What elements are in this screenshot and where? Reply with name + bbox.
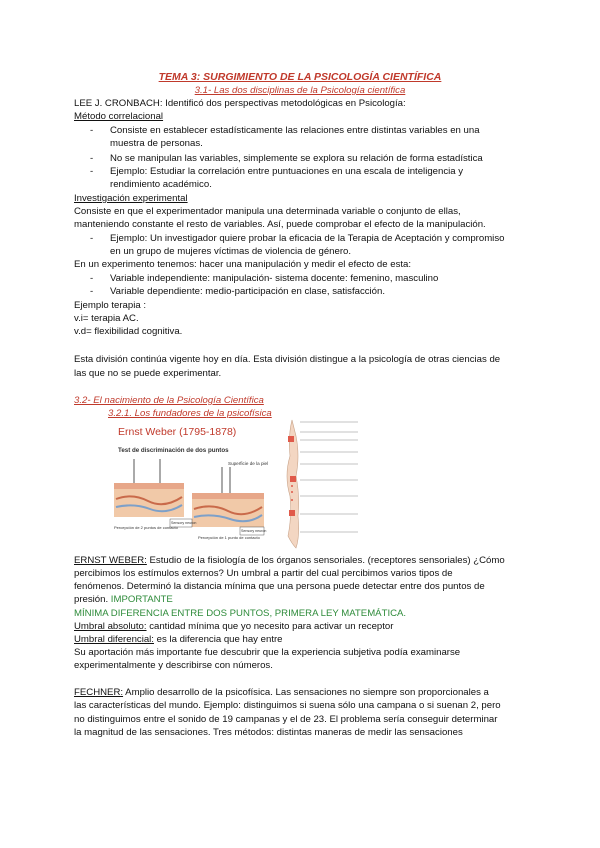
weber-figure [112, 423, 272, 549]
inv-bullet-1a: Ejemplo: Un investigador quiere probar la eficacia de la Terapia de Aceptación y compromiso [110, 233, 505, 244]
skin-surface-left [114, 483, 184, 489]
weber-label: ERNST WEBER: [74, 555, 147, 566]
fechner-line-3: no distinguimos entre el sonido de 19 campanas y el de 23. El problema sería conseguir determinar [74, 714, 498, 725]
label-one-point: Percepción de 1 punto de contacto [198, 535, 260, 540]
marker [289, 510, 295, 516]
weber-line-3: fenómenos. Determinó la distancia mínima que una persona puede detectar entre dos puntos de [74, 581, 485, 592]
inv-paragraph-1: Consiste en que el experimentador manipula una determinada variable o conjunto de ellas, [74, 206, 461, 217]
weber-line-4 [74, 594, 173, 606]
minimum-difference-line: MÍNIMA DIFERENCIA ENTRE DOS PUNTOS, PRIMERA LEY MATEMÁTICA. [74, 608, 407, 619]
division-line-2: las que no se puede experimentar. [74, 368, 222, 379]
body-threshold-figure [278, 416, 360, 550]
division-line-1: Esta división continúa vigente hoy en día. Esta división distingue a la psicología de otras ciencias de [74, 354, 501, 365]
corr-bullet-1a: Consiste en establecer estadísticamente las relaciones entre distintas variables en una [110, 125, 480, 136]
absolute-threshold-line [74, 621, 393, 633]
fechner-line-2: las características del mundo. Ejemplo: distinguimos si suena sólo una campana o si suenan 2, pero [74, 700, 501, 711]
fechner-label: FECHNER: [74, 687, 124, 698]
weber-line-1 [74, 555, 505, 567]
inv-paragraph-2: manteniendo constante el resto de variables. Así, puede comprobar el efecto de la manipulación. [74, 219, 486, 230]
corr-bullet-2: No se manipulan las variables, simplemente se explora su relación de forma estadística [110, 153, 483, 164]
label-two-points: Percepción de 2 puntos de contacto [114, 525, 178, 530]
two-point-test-illustration [112, 423, 272, 549]
inv-bullet-3: Variable dependiente: medio-participación en clase, satisfacción. [110, 286, 386, 297]
example-therapy: Ejemplo terapia : [74, 300, 146, 311]
important-label: IMPORTANTE [110, 594, 173, 605]
vi-line: v.i= terapia AC. [74, 313, 139, 324]
figure-caption: Ernst Weber (1795-1878) [118, 426, 237, 438]
vd-line: v.d= flexibilidad cognitiva. [74, 326, 183, 337]
experimental-heading: Investigación experimental [74, 193, 188, 204]
weber-line-2: percibimos los estímulos externos? Un umbral a partir del cual percibimos varios tipos de [74, 568, 453, 579]
cronbach-line: LEE J. CRONBACH: Identificó dos perspectivas metodológicas en Psicología: [74, 98, 406, 109]
bullet-dash: - [90, 233, 94, 244]
marker [290, 476, 296, 482]
corr-bullet-3a: Ejemplo: Estudiar la correlación entre puntuaciones en una escala de inteligencia y [110, 166, 464, 177]
marker [288, 436, 294, 442]
fechner-line-1 [74, 687, 489, 699]
absolute-threshold-label: Umbral absoluto: [74, 621, 147, 632]
differential-threshold-label: Umbral diferencial: [74, 634, 154, 645]
dot [291, 485, 293, 487]
skin-surface-right [192, 493, 264, 499]
fechner-line-4: la magnitud de las sensaciones. Tres métodos: distintas maneras de medir las sensaciones [74, 727, 463, 738]
correlational-heading: Método correlacional [74, 111, 164, 122]
weber-text-4: presión. [74, 594, 111, 605]
absolute-threshold-text: cantidad mínima que yo necesito para activar un receptor [146, 621, 394, 632]
differential-threshold-line [74, 634, 283, 646]
bullet-dash: - [90, 153, 94, 164]
section-3-2-heading: 3.2- El nacimiento de la Psicología Científica [74, 395, 264, 406]
fechner-text-1: Amplio desarrollo de la psicofísica. Las sensaciones no siempre son proporcionales a [123, 687, 489, 698]
bullet-dash: - [90, 286, 94, 297]
bullet-dash: - [90, 166, 94, 177]
dot [291, 499, 293, 501]
body-threshold-chart [278, 416, 360, 550]
contribution-line-1: Su aportación más importante fue descubrir que la experiencia subjetiva podía examinarse [74, 647, 461, 658]
section-3-1-heading: 3.1- Las dos disciplinas de la Psicología científica [194, 85, 406, 96]
contribution-line-2: experimentalmente y describirse con números. [74, 660, 273, 671]
inv-bullet-2: Variable independiente: manipulación- sistema docente: femenino, masculino [110, 273, 439, 284]
inv-paragraph-3: En un experimento tenemos: hacer una manipulación y medir el efecto de esta: [74, 259, 412, 270]
weber-text-1: Estudio de la fisiología de los órganos sensoriales. (receptores sensoriales) ¿Cómo [146, 555, 505, 566]
label-sensory-neuron-2: Sensory neuron [241, 529, 267, 533]
bullet-dash: - [90, 125, 94, 136]
page-title: TEMA 3: SURGIMIENTO DE LA PSICOLOGÍA CIENTÍFICA [158, 71, 442, 83]
label-sensory-neuron-1: Sensory neuron [171, 521, 197, 525]
corr-bullet-1b: muestra de personas. [110, 138, 203, 149]
differential-threshold-text: es la diferencia que hay entre [153, 634, 283, 645]
dot [291, 491, 293, 493]
bullet-dash: - [90, 273, 94, 284]
inv-bullet-1b: en un grupo de mujeres víctimas de violencia de género. [110, 246, 352, 257]
corr-bullet-3b: rendimiento académico. [110, 179, 212, 190]
section-3-2-1-heading: 3.2.1. Los fundadores de la psicofísica [108, 408, 272, 419]
figure-test-title: Test de discriminación de dos puntos [118, 447, 229, 454]
label-skin-surface: Superficie de la piel [228, 461, 269, 466]
